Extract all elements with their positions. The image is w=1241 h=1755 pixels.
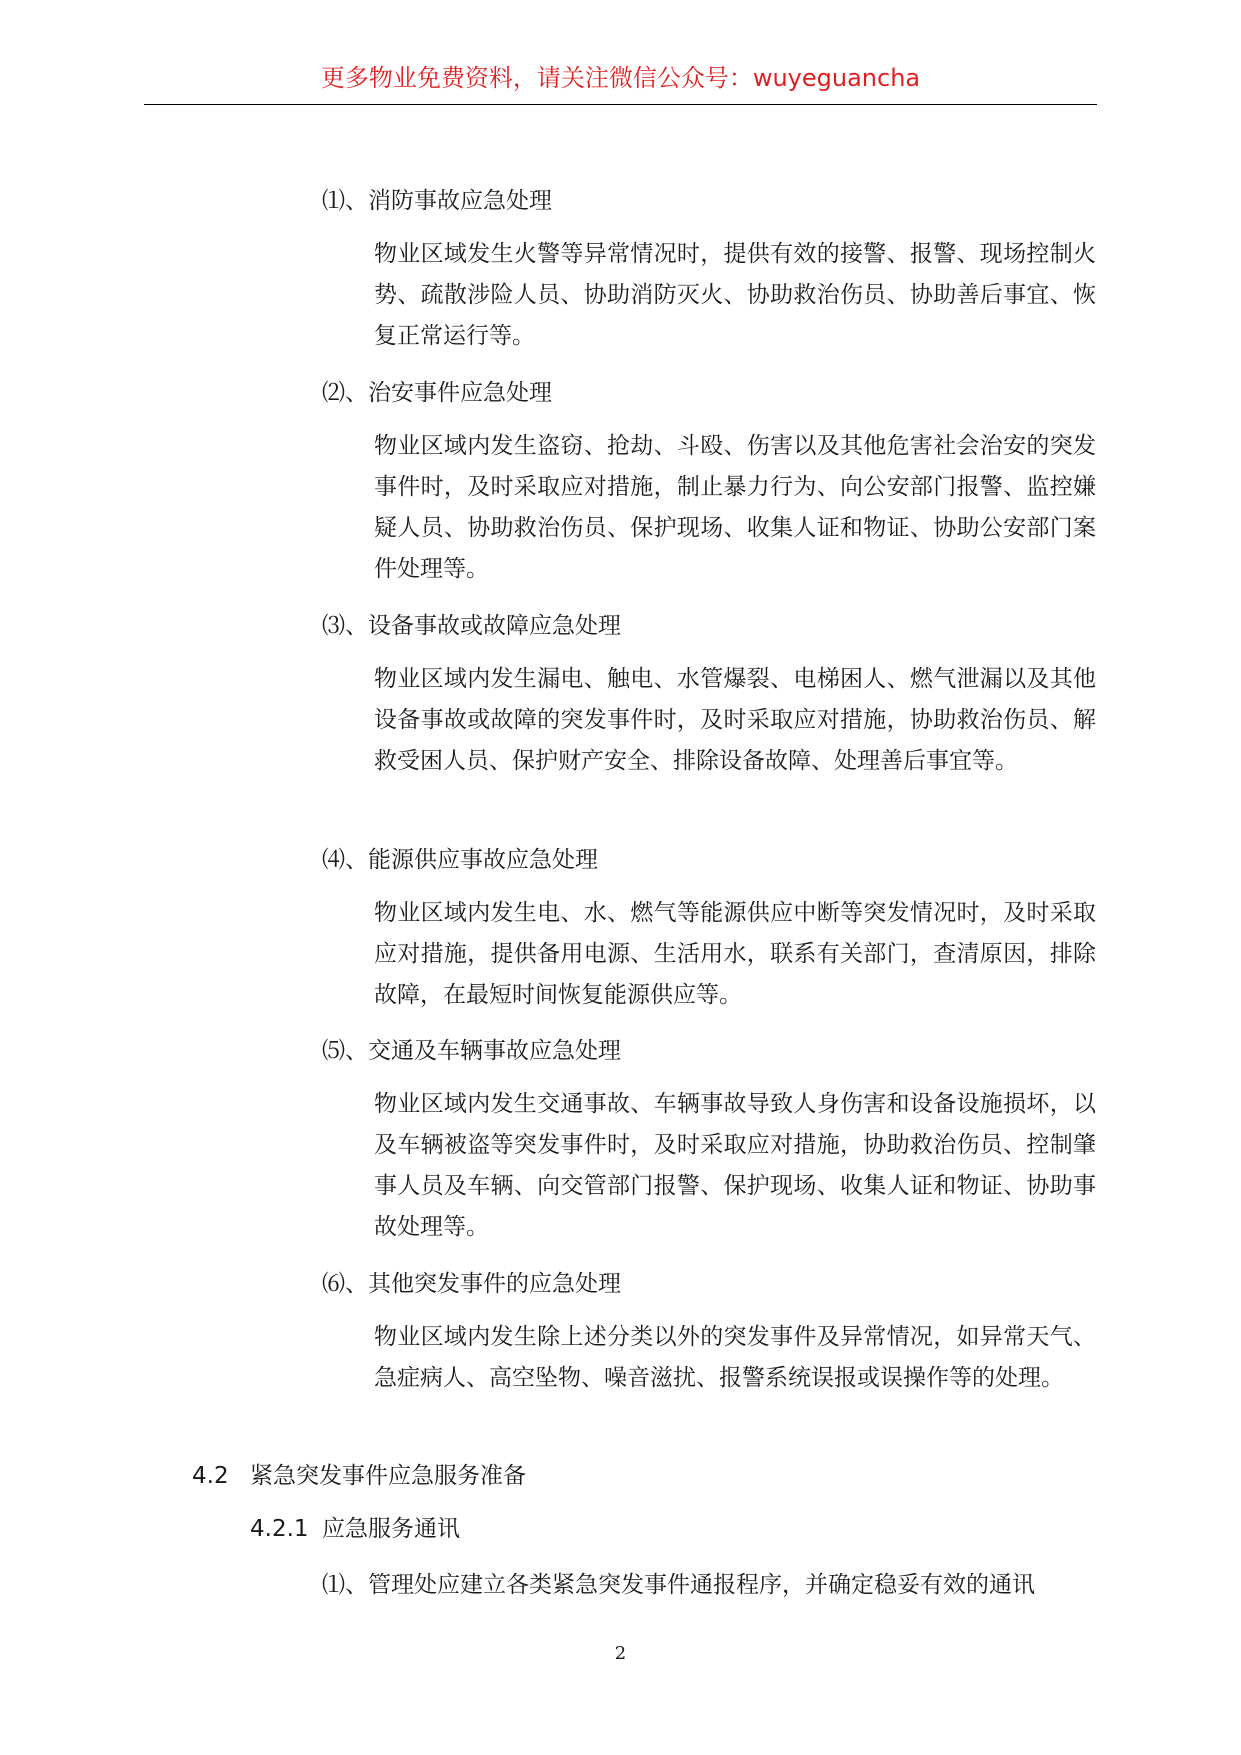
- item-body-equipment: 物业区域内发生漏电、触电、水管爆裂、电梯困人、燃气泄漏以及其他设备事故或故障的突发事件时，及时采取应对措施，协助救治伤员、解救受困人员、保护财产安全、排除设备故障、处理善后事宜等。: [374, 666, 1096, 774]
- item-body-traffic: 物业区域内发生交通事故、车辆事故导致人身伤害和设备设施损坏，以及车辆被盗等突发事件时，及时采取应对措施，协助救治伤员、控制肇事人员及车辆、向交管部门报警、保护现场、收集人证和物证、协助事故处理等。: [374, 1091, 1096, 1240]
- item-body-security: 物业区域内发生盗窃、抢劫、斗殴、伤害以及其他危害社会治安的突发事件时，及时采取应对措施，制止暴力行为、向公安部门报警、监控嫌疑人员、协助救治伤员、保护现场、收集人证和物证、协助公安部门案件处理等。: [374, 433, 1096, 582]
- item-title-energy: ⑷、能源供应事故应急处理: [322, 847, 598, 873]
- section-title: 紧急突发事件应急服务准备: [250, 1463, 526, 1489]
- item-title-security: ⑵、治安事件应急处理: [322, 380, 552, 406]
- item-title-communication: ⑴、管理处应建立各类紧急突发事件通报程序，并确定稳妥有效的通讯: [322, 1572, 1035, 1598]
- subsection-number: 4.2.1: [250, 1516, 309, 1542]
- item-body-energy: 物业区域内发生电、水、燃气等能源供应中断等突发情况时，及时采取应对措施，提供备用电源、生活用水，联系有关部门，查清原因，排除故障，在最短时间恢复能源供应等。: [374, 900, 1096, 1008]
- item-body-other: 物业区域内发生除上述分类以外的突发事件及异常情况，如异常天气、急症病人、高空坠物、噪音滋扰、报警系统误报或误操作等的处理。: [374, 1324, 1096, 1391]
- item-title-other: ⑹、其他突发事件的应急处理: [322, 1271, 621, 1297]
- page-header-notice: 更多物业免费资料，请关注微信公众号：wuyeguancha: [320, 64, 921, 92]
- subsection-title: 应急服务通讯: [322, 1516, 460, 1542]
- subsection-heading: [250, 1514, 460, 1544]
- item-title-equipment: ⑶、设备事故或故障应急处理: [322, 613, 621, 639]
- item-title-traffic: ⑸、交通及车辆事故应急处理: [322, 1038, 621, 1064]
- item-body-fire: 物业区域发生火警等异常情况时，提供有效的接警、报警、现场控制火势、疏散涉险人员、协助消防灭火、协助救治伤员、协助善后事宜、恢复正常运行等。: [374, 241, 1096, 349]
- section-heading: [192, 1461, 526, 1491]
- item-title-fire: ⑴、消防事故应急处理: [322, 188, 552, 214]
- section-number: 4.2: [192, 1463, 229, 1489]
- header-divider: [144, 104, 1097, 105]
- page-number: 2: [614, 1643, 627, 1664]
